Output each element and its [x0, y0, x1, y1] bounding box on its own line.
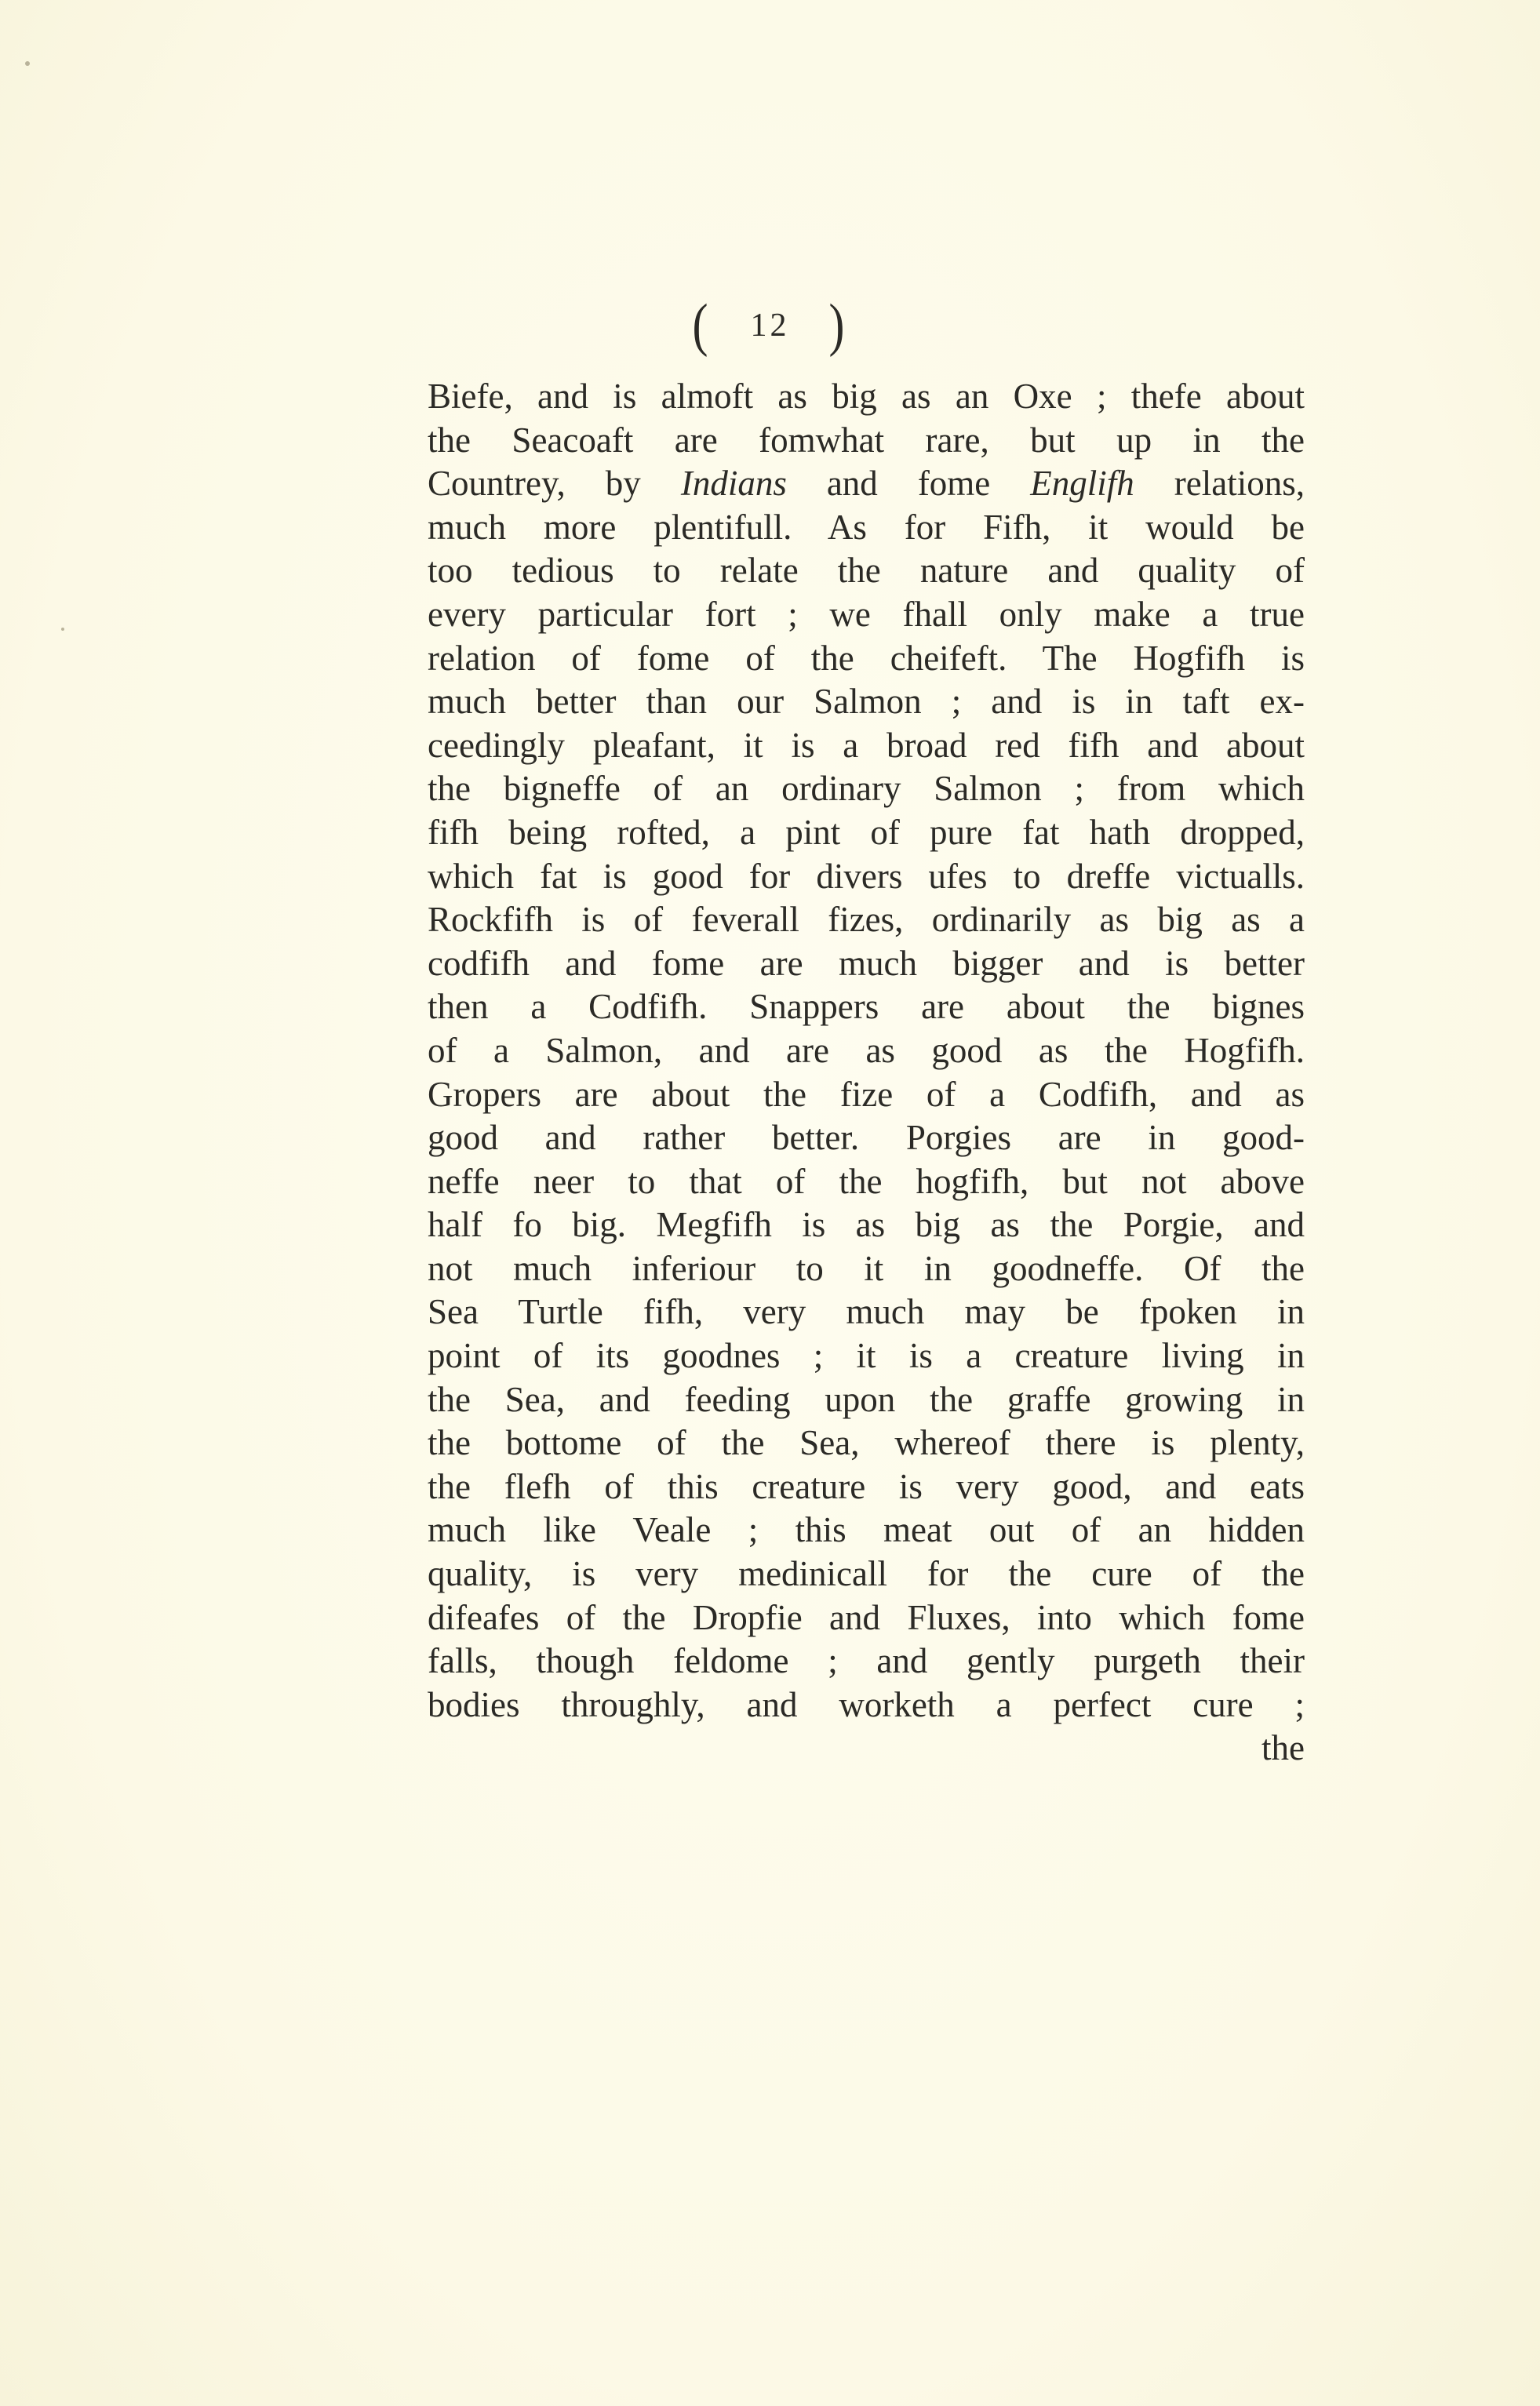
- text-line: [428, 637, 1305, 681]
- text-line: [428, 811, 1305, 855]
- text-line: [428, 419, 1305, 463]
- text-segment: the Sea, and feeding upon the graffe growing in: [428, 1379, 1305, 1419]
- text-line: [428, 1203, 1305, 1247]
- text-segment: much like Veale ; this meat out of an hidden: [428, 1510, 1305, 1550]
- text-line: [428, 593, 1305, 637]
- text-segment: the flefh of this creature is very good, and eats: [428, 1466, 1305, 1506]
- body-text: [428, 375, 1305, 1771]
- text-line: [428, 1509, 1305, 1552]
- text-segment: and fome: [786, 464, 1031, 504]
- text-line: [428, 1247, 1305, 1291]
- text-segment: Sea Turtle fifh, very much may be fpoken in: [428, 1292, 1305, 1332]
- text-segment: ceedingly pleafant, it is a broad red fifh and about: [428, 725, 1305, 765]
- text-segment: every particular fort ; we fhall only make a true: [428, 594, 1305, 634]
- page-number: [0, 292, 1540, 358]
- text-line: [428, 375, 1305, 419]
- text-segment: the: [1261, 1728, 1305, 1768]
- text-segment: falls, though feldome ; and gently purgeth their: [428, 1641, 1305, 1681]
- text-segment: neffe neer to that of the hogfifh, but not above: [428, 1161, 1305, 1201]
- text-line: [428, 462, 1305, 506]
- paper-speck: [25, 61, 30, 66]
- text-segment: good and rather better. Porgies are in good-: [428, 1118, 1305, 1158]
- text-segment: half fo big. Megfifh is as big as the Porgie, and: [428, 1205, 1305, 1245]
- paper-speck: [61, 628, 64, 631]
- text-line: [428, 1421, 1305, 1465]
- text-segment: Countrey, by: [428, 464, 681, 504]
- text-line: [428, 1073, 1305, 1117]
- text-segment: Rockfifh is of feverall fizes, ordinarily as big as a: [428, 900, 1305, 940]
- text-line: [428, 1116, 1305, 1160]
- text-line: [428, 942, 1305, 986]
- text-line: [428, 1029, 1305, 1073]
- text-line: [428, 549, 1305, 593]
- text-line: [428, 1683, 1305, 1727]
- page-number-open-paren: (: [692, 292, 712, 358]
- text-segment: point of its goodnes ; it is a creature living in: [428, 1336, 1305, 1376]
- page-number-value: 12: [750, 308, 790, 344]
- text-segment: the bottome of the Sea, whereof there is plenty,: [428, 1423, 1305, 1463]
- text-segment: which fat is good for divers ufes to dreffe victualls.: [428, 856, 1305, 896]
- text-segment: much more plentifull. As for Fifh, it would be: [428, 507, 1305, 547]
- text-segment: difeafes of the Dropfie and Fluxes, into which fome: [428, 1597, 1305, 1637]
- text-segment: Gropers are about the fize of a Codfifh, and as: [428, 1074, 1305, 1114]
- text-line: [428, 1596, 1305, 1640]
- text-line: [428, 1552, 1305, 1596]
- text-line: [428, 1465, 1305, 1509]
- text-segment: codfifh and fome are much bigger and is better: [428, 943, 1305, 983]
- text-line: [428, 985, 1305, 1029]
- text-segment: of a Salmon, and are as good as the Hogfifh.: [428, 1030, 1305, 1070]
- text-segment: relation of fome of the cheifeft. The Hogfifh is: [428, 638, 1305, 678]
- text-segment: Biefe, and is almoft as big as an Oxe ; thefe about: [428, 377, 1305, 416]
- text-line: [428, 506, 1305, 550]
- text-segment: then a Codfifh. Snappers are about the bignes: [428, 987, 1305, 1027]
- text-line: [428, 898, 1305, 942]
- italic-word: Indians: [680, 464, 787, 504]
- text-segment: the Seacoaft are fomwhat rare, but up in the: [428, 420, 1305, 460]
- text-line: [428, 767, 1305, 811]
- text-line: [428, 1334, 1305, 1378]
- text-segment: not much inferiour to it in goodneffe. Of the: [428, 1248, 1305, 1288]
- text-line: [428, 680, 1305, 724]
- page-number-close-paren: ): [828, 292, 848, 358]
- text-segment: much better than our Salmon ; and is in taft ex-: [428, 682, 1305, 722]
- text-segment: fifh being rofted, a pint of pure fat hath dropped,: [428, 812, 1305, 852]
- text-segment: the bigneffe of an ordinary Salmon ; from which: [428, 769, 1305, 809]
- text-segment: too tedious to relate the nature and quality of: [428, 551, 1305, 591]
- text-line: [428, 1378, 1305, 1422]
- text-segment: quality, is very medinicall for the cure of the: [428, 1554, 1305, 1594]
- text-line: [428, 724, 1305, 768]
- catchword: [428, 1727, 1305, 1771]
- text-line: [428, 1160, 1305, 1204]
- text-segment: bodies throughly, and worketh a perfect cure ;: [428, 1684, 1305, 1724]
- text-line: [428, 855, 1305, 899]
- text-line: [428, 1290, 1305, 1334]
- text-line: [428, 1640, 1305, 1683]
- text-segment: relations,: [1134, 464, 1305, 504]
- italic-word: Englifh: [1030, 464, 1134, 504]
